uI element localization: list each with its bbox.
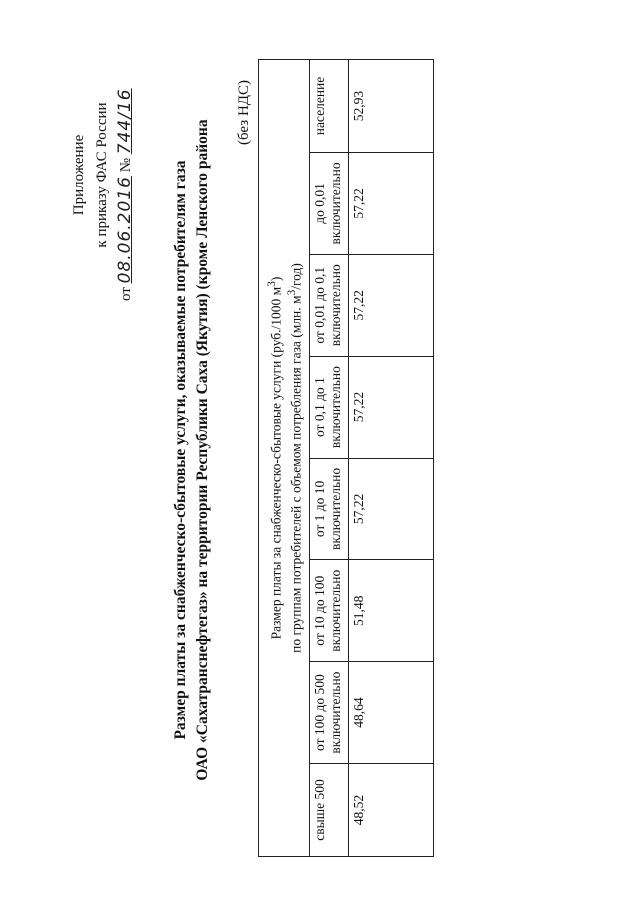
table-column-header-row [310, 60, 349, 857]
date-prefix: от [118, 287, 134, 301]
main-header-line-1-end: ) [268, 276, 283, 282]
table-header-row [259, 60, 310, 857]
column-header-line-1: от 0,01 до 0,1 [312, 266, 327, 344]
table-cell: 57,22 [349, 254, 434, 356]
column-header-line-2: включительно [328, 671, 343, 754]
column-header-line-1: от 100 до 500 [312, 674, 327, 751]
handwritten-number: 744/16 [115, 88, 135, 155]
number-prefix: № [118, 157, 134, 173]
tariff-table [258, 59, 434, 857]
table-main-header [259, 60, 310, 857]
column-header [310, 60, 349, 153]
column-header-line-1: свыше 500 [312, 779, 327, 841]
title-line-2: ОАО «Сахатранснефтегаз» на территории Республики Саха (Якутия) (кроме Ленского района [194, 119, 211, 781]
table-row [349, 60, 434, 857]
column-header-line-2: включительно [328, 264, 343, 347]
table-cell: 52,93 [349, 60, 434, 153]
column-header-line-2: включительно [328, 569, 343, 652]
table-cell: 51,48 [349, 560, 434, 662]
column-header-line-2: включительно [328, 366, 343, 449]
column-header [310, 356, 349, 458]
document-title [170, 105, 214, 795]
column-header-line-1: от 10 до 100 [312, 575, 327, 646]
table-cell: 57,22 [349, 356, 434, 458]
appendix-label: Приложение [71, 134, 87, 216]
column-header-line-1: до 0,01 [312, 183, 327, 224]
column-header-line-2: включительно [328, 162, 343, 245]
column-header-line-1: от 0,1 до 1 [312, 377, 327, 438]
main-header-line-2 [284, 62, 305, 854]
main-header-line-1 [264, 62, 285, 854]
vat-note: (без НДС) [236, 79, 252, 145]
title-line-1: Размер платы за снабженческо-сбытовые услуги, оказываемые потребителям газа [172, 160, 189, 740]
appendix-header [68, 45, 138, 305]
main-header-line-1-sup: 3 [265, 281, 278, 287]
column-header-line-2: включительно [328, 467, 343, 550]
order-date-number-line [114, 45, 138, 305]
column-header [310, 662, 349, 764]
order-reference: к приказу ФАС России [94, 102, 110, 248]
column-header [310, 458, 349, 560]
handwritten-date: 08.06.2016 [115, 176, 135, 284]
main-header-line-2-text: по группам потребителей с объемом потребления газа (млн. м [288, 295, 304, 653]
column-header [310, 153, 349, 255]
column-header-line-1: от 1 до 10 [312, 480, 327, 538]
column-header [310, 254, 349, 356]
table-cell: 57,22 [349, 153, 434, 255]
column-header [310, 764, 349, 857]
table-cell: 57,22 [349, 458, 434, 560]
table-cell: 48,52 [349, 764, 434, 857]
column-header [310, 560, 349, 662]
main-header-line-2-sup: 3 [286, 289, 298, 296]
table-cell: 48,64 [349, 662, 434, 764]
column-header-line-1: население [312, 76, 327, 136]
main-header-line-2-end: /год) [288, 263, 304, 290]
main-header-line-1-text: Размер платы за снабженческо-сбытовые услуги (руб./1000 м [268, 286, 283, 640]
